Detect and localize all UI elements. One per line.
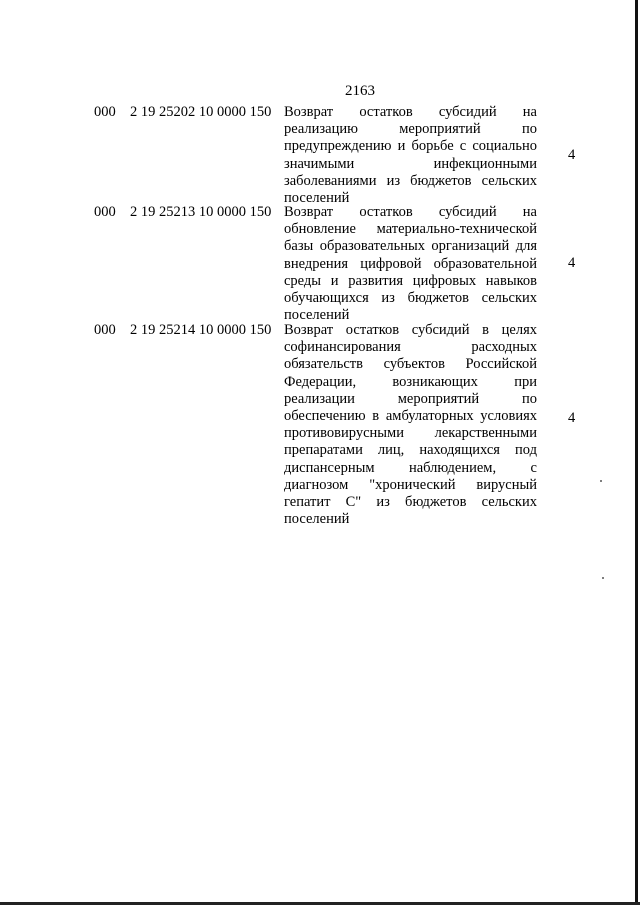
income-description [284,204,537,324]
description-line: обновление материально-технической [284,221,537,238]
budget-classification-code: 2 19 25213 10 0000 150 [130,204,272,220]
scan-speck [600,480,602,482]
admin-code: 000 [94,204,116,220]
scan-edge-right [635,0,638,905]
description-line: противовирусными лекарственными [284,425,537,442]
description-line: реализацию мероприятий по [284,121,537,138]
budget-classification-code: 2 19 25214 10 0000 150 [130,322,272,338]
description-line: поселений [284,307,350,324]
amount-value: 4 [568,410,576,426]
description-line: Федерации, возникающих при [284,373,537,390]
description-line: поселений [284,190,350,207]
description-line: Возврат остатков субсидий на [284,104,537,120]
budget-classification-code: 2 19 25202 10 0000 150 [130,104,272,120]
description-line: препаратами лиц, находящихся под [284,442,537,459]
description-line: диагнозом "хронический вирусный [284,476,537,493]
description-line: реализации мероприятий по [284,390,537,407]
scan-speck [602,577,604,579]
amount-value: 4 [568,147,576,163]
description-line: обязательств субъектов Российской [284,356,537,373]
description-line: базы образовательных организаций для [284,238,537,255]
description-line: заболеваниями из бюджетов сельских [284,172,537,189]
description-line: Возврат остатков субсидий на [284,204,537,220]
admin-code: 000 [94,104,116,120]
income-description [284,322,537,528]
income-description [284,104,537,207]
admin-code: 000 [94,322,116,338]
amount-value: 4 [568,255,576,271]
description-line: предупреждению и борьбе с социально [284,138,537,155]
description-line: диспансерным наблюдением, с [284,459,537,476]
description-line: гепатит С" из бюджетов сельских [284,494,537,511]
description-line: значимыми инфекционными [284,155,537,172]
description-line: среды и развития цифровых навыков [284,272,537,289]
page-number: 2163 [345,83,375,99]
description-line: поселений [284,511,350,528]
description-line: обучающихся из бюджетов сельских [284,290,537,307]
description-line: софинансирования расходных [284,339,537,356]
description-line: внедрения цифровой образовательной [284,255,537,272]
description-line: Возврат остатков субсидий в целях [284,322,537,338]
description-line: обеспечению в амбулаторных условиях [284,408,537,425]
